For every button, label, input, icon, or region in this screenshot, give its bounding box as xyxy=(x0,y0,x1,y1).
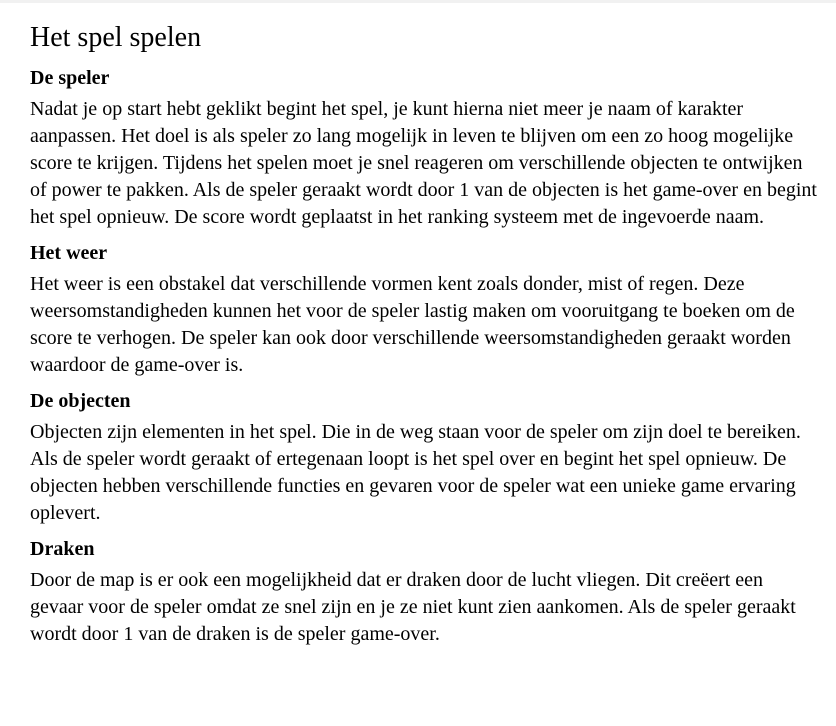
section-heading: De speler xyxy=(30,67,110,89)
section-paragraph: Objecten zijn elementen in het spel. Die in de weg staan voor de speler om zijn doel te bereiken. Als de speler wordt geraakt of ertegenaan loopt is het spel over en begint het spel opnieuw. De objecten hebben verschillende functies en gevaren voor de speler wat een unieke game ervaring oplevert. xyxy=(30,421,801,524)
section-heading: Draken xyxy=(30,538,95,560)
top-divider xyxy=(0,0,836,3)
section-heading: De objecten xyxy=(30,390,131,412)
document-body xyxy=(30,20,820,657)
section-paragraph: Nadat je op start hebt geklikt begint het spel, je kunt hierna niet meer je naam of karakter aanpassen. Het doel is als speler zo lang mogelijk in leven te blijven om een zo hoog mogelijke score te krijgen. Tijdens het spelen moet je snel reageren om verschillende objecten te ontwijken of power te pakken. Als de speler geraakt wordt door 1 van de objecten is het game-over en begint het spel opnieuw. De score wordt geplaatst in het ranking systeem met de ingevoerde naam. xyxy=(30,98,817,228)
section-heading: Het weer xyxy=(30,242,108,264)
section-de-speler xyxy=(30,65,820,231)
page-title: Het spel spelen xyxy=(30,22,202,53)
section-paragraph: Door de map is er ook een mogelijkheid dat er draken door de lucht vliegen. Dit creëert een gevaar voor de speler omdat ze snel zijn en je ze niet kunt zien aankomen. Als de speler geraakt wordt door 1 van de draken is de speler game-over. xyxy=(30,569,796,645)
section-paragraph: Het weer is een obstakel dat verschillende vormen kent zoals donder, mist of regen. Deze weersomstandigheden kunnen het voor de speler lastig maken om vooruitgang te boeken om de score te verhogen. De speler kan ook door verschillende weersomstandigheden geraakt worden waardoor de game-over is. xyxy=(30,273,795,376)
section-draken xyxy=(30,536,820,648)
section-de-objecten xyxy=(30,388,820,527)
section-het-weer xyxy=(30,240,820,379)
